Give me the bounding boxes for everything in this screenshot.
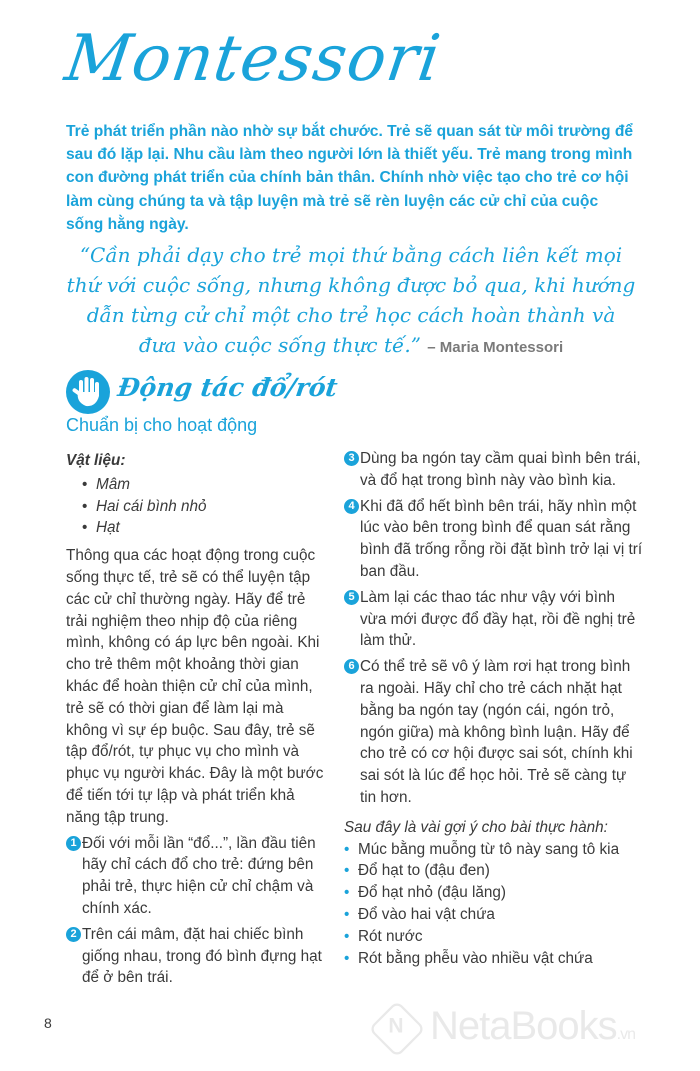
- section-subtitle: Chuẩn bị cho hoạt động: [66, 415, 258, 435]
- hand-icon: [66, 370, 110, 414]
- list-item: • Hạt: [66, 517, 324, 539]
- body-paragraph: Thông qua các hoạt động trong cuộc sống thực tế, trẻ sẽ có thể luyện tập các cử chỉ thường ngày. Hãy để trẻ trải nghiệm theo nhịp độ của riêng mình, không có áp lực bên ngoài. Khi cho trẻ thêm một khoảng thời gian khác để hoàn thiện cử chỉ của mình, trẻ sẽ có thời gian để làm lại mà không vì sự ép buộc. Sau đây, trẻ sẽ tập đổ/rót, tự phục vụ cho mình và phục vụ người khác. Đây là một bước để tiến tới tự lập và phát triển khả năng tập trung.: [66, 547, 324, 826]
- quote-text: “Cần phải dạy cho trẻ mọi thứ bằng cách liên kết mọi thứ với cuộc sống, nhưng không được bỏ qua, khi hướng dẫn từng cử chỉ một cho trẻ học cách hoàn thành và đưa vào cuộc sống thực tế.”: [66, 243, 636, 357]
- step-number-badge: 5: [344, 590, 359, 605]
- step-2: [66, 924, 324, 989]
- step-6: [344, 656, 644, 809]
- page-title: Montessori: [60, 22, 446, 96]
- netabooks-logo-icon: N: [368, 1000, 425, 1057]
- step-text: Trên cái mâm, đặt hai chiếc bình giống nhau, trong đó bình đựng hạt để ở bên trái.: [82, 925, 322, 987]
- step-number-badge: 6: [344, 659, 359, 674]
- page-number: 8: [44, 1015, 52, 1031]
- watermark-text: NetaBooks.vn: [430, 1004, 636, 1048]
- step-number-badge: 3: [344, 451, 359, 466]
- step-4: [344, 496, 644, 583]
- list-item: • Mâm: [66, 474, 324, 496]
- step-5: [344, 587, 644, 652]
- step-text: Dùng ba ngón tay cầm quai bình bên trái, và đổ hạt trong bình này vào bình kia.: [360, 450, 641, 489]
- step-text: Đối với mỗi lần “đổ...”, lần đầu tiên hãy chỉ cách đổ cho trẻ: đứng bên phải trẻ, thực hiện cử chỉ chậm và chính xác.: [82, 834, 316, 917]
- materials-list: [66, 474, 324, 539]
- right-column: [344, 448, 644, 969]
- list-item: • Rót nước: [344, 926, 644, 948]
- quote-block: [66, 240, 636, 363]
- step-text: Khi đã đổ hết bình bên trái, hãy nhìn một lúc vào bên trong bình để quan sát rằng bình đã trống rỗng rồi đặt bình trở lại vị trí ban đầu.: [360, 497, 643, 580]
- watermark: [370, 1000, 700, 1060]
- list-item: • Hai cái bình nhỏ: [66, 496, 324, 518]
- list-item: • Rót bằng phễu vào nhiều vật chứa: [344, 948, 644, 970]
- list-item: • Đổ hạt to (đậu đen): [344, 860, 644, 882]
- suggestions-heading: Sau đây là vài gợi ý cho bài thực hành:: [344, 818, 608, 836]
- step-number-badge: 1: [66, 836, 81, 851]
- step-number-badge: 4: [344, 499, 359, 514]
- materials-heading: Vật liệu:: [66, 452, 126, 469]
- list-item: • Múc bằng muỗng từ tô này sang tô kia: [344, 839, 644, 861]
- step-text: Làm lại các thao tác như vậy với bình vừa mới được đổ đầy hạt, rồi đề nghị trẻ làm thử.: [360, 588, 636, 650]
- list-item: • Đổ hạt nhỏ (đậu lăng): [344, 882, 644, 904]
- left-column: [66, 450, 324, 989]
- list-item: • Đổ vào hai vật chứa: [344, 904, 644, 926]
- step-number-badge: 2: [66, 927, 81, 942]
- quote-author: – Maria Montessori: [427, 339, 564, 356]
- section-title: Động tác đổ/rót: [115, 373, 340, 402]
- step-text: Có thể trẻ sẽ vô ý làm rơi hạt trong bình ra ngoài. Hãy chỉ cho trẻ cách nhặt hạt bằng ba ngón tay (ngón cái, ngón trỏ, ngón giữa) mà không bình luận. Hãy để cho trẻ có cơ hội được sai sót, chính khi sai sót là lúc để học hỏi. Trẻ sẽ càng tự tin hơn.: [360, 658, 633, 806]
- suggestions-list: [344, 839, 644, 970]
- intro-paragraph: Trẻ phát triển phần nào nhờ sự bắt chước. Trẻ sẽ quan sát từ môi trường để sau đó lặp lại. Nhu cầu làm theo người lớn là thiết yếu. Trẻ mang trong mình con đường phát triển của chính bản thân. Chính nhờ việc tạo cho trẻ cơ hội làm cùng chúng ta và tập luyện mà trẻ sẽ rèn luyện các cử chỉ của cuộc sống hằng ngày.: [66, 123, 634, 233]
- step-1: [66, 833, 324, 920]
- step-3: [344, 448, 644, 492]
